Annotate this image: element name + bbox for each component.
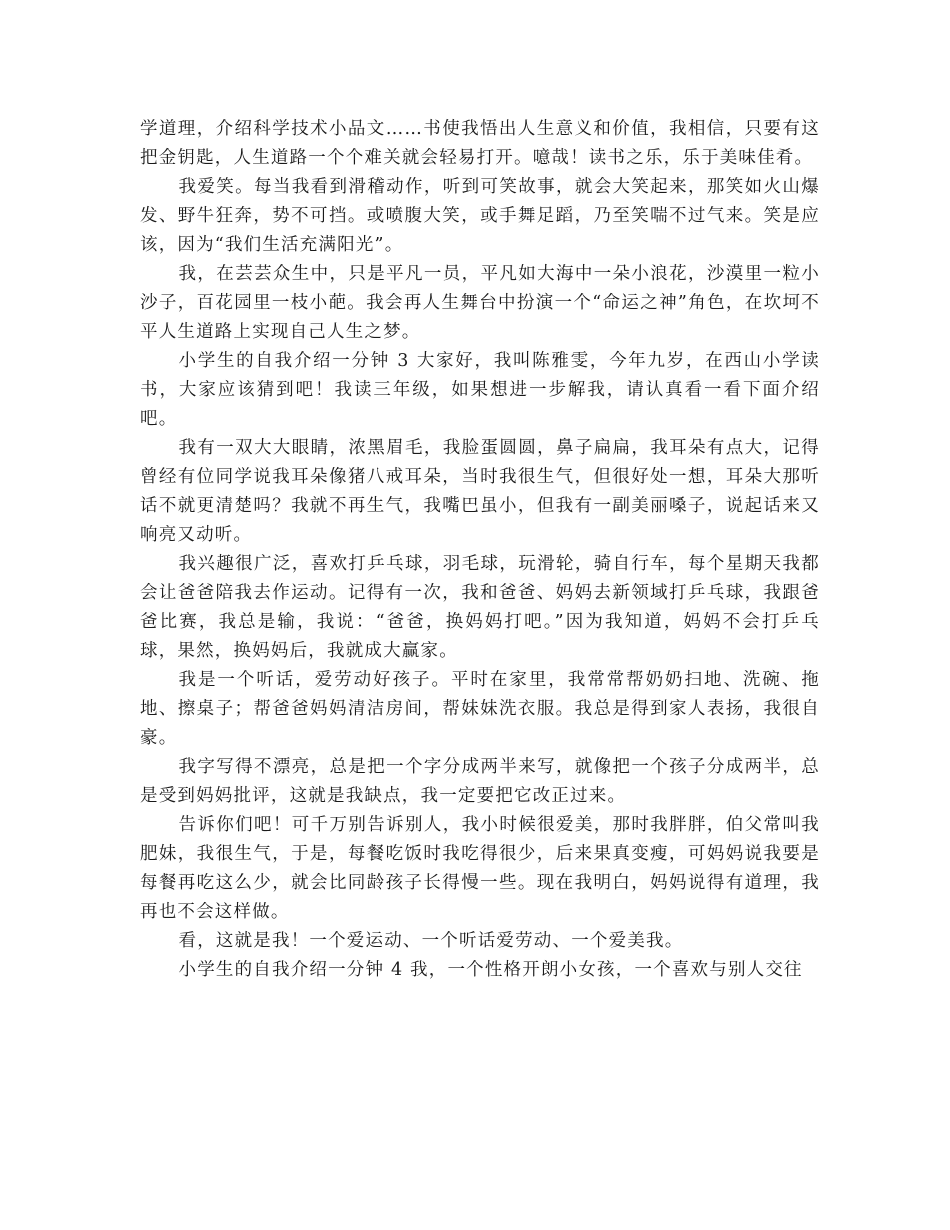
paragraph-laughing: 我爱笑。每当我看到滑稽动作，听到可笑故事，就会大笑起来，那笑如火山爆发、野牛狂奔，势不可挡。或喷腹大笑，或手舞足蹈，乃至笑喘不过气来。笑是应该，因为“我们生活充满阳光”。 (140, 177, 820, 255)
paragraph-reading: 学道理，介绍科学技术小品文……书使我悟出人生意义和价值，我相信，只要有这把金钥匙，人生道路一个个难关就会轻易打开。噫哉！读书之乐，乐于美味佳肴。 (140, 119, 820, 168)
paragraph-intro-3: 小学生的自我介绍一分钟 3 大家好，我叫陈雅雯，今年九岁，在西山小学读书，大家应该猜到吧！我读三年级，如果想进一步解我，请认真看一看下面介绍吧。 (140, 351, 820, 429)
paragraph-intro-4: 小学生的自我介绍一分钟 4 我，一个性格开朗小女孩，一个喜欢与别人交往 (178, 960, 803, 980)
paragraph-secret: 告诉你们吧！可千万别告诉别人，我小时候很爱美，那时我胖胖，伯父常叫我肥妹，我很生气，于是，每餐吃饭时我吃得很少，后来果真变瘦，可妈妈说我要是每餐再吃这么少，就会比同龄孩子长得慢一些。现在我明白，妈妈说得有道理，我再也不会这样做。 (140, 815, 820, 922)
paragraph-chores: 我是一个听话，爱劳动好孩子。平时在家里，我常常帮奶奶扫地、洗碗、拖地、擦桌子；帮爸爸妈妈清洁房间，帮妹妹洗衣服。我总是得到家人表扬，我很自豪。 (140, 670, 820, 748)
paragraph-ordinary: 我，在芸芸众生中，只是平凡一员，平凡如大海中一朵小浪花，沙漠里一粒小沙子，百花园里一枝小葩。我会再人生舞台中扮演一个“命运之神”角色，在坎坷不平人生道路上实现自己人生之梦。 (140, 264, 820, 342)
document-page (140, 115, 820, 985)
paragraph-summary: 看，这就是我！一个爱运动、一个听话爱劳动、一个爱美我。 (178, 931, 684, 951)
paragraph-hobbies: 我兴趣很广泛，喜欢打乒乓球，羽毛球，玩滑轮，骑自行车，每个星期天我都会让爸爸陪我去作运动。记得有一次，我和爸爸、妈妈去新领域打乒乓球，我跟爸爸比赛，我总是输，我说：“爸爸，换妈妈打吧。”因为我知道，妈妈不会打乒乓球，果然，换妈妈后，我就成大赢家。 (140, 554, 820, 661)
paragraph-handwriting: 我字写得不漂亮，总是把一个字分成两半来写，就像把一个孩子分成两半，总是受到妈妈批评，这就是我缺点，我一定要把它改正过来。 (140, 757, 820, 806)
paragraph-appearance: 我有一双大大眼睛，浓黑眉毛，我脸蛋圆圆，鼻子扁扁，我耳朵有点大，记得曾经有位同学说我耳朵像猪八戒耳朵，当时我很生气，但很好处一想，耳朵大那听话不就更清楚吗？我就不再生气，我嘴巴虽小，但我有一副美丽嗓子，说起话来又响亮又动听。 (140, 438, 820, 545)
